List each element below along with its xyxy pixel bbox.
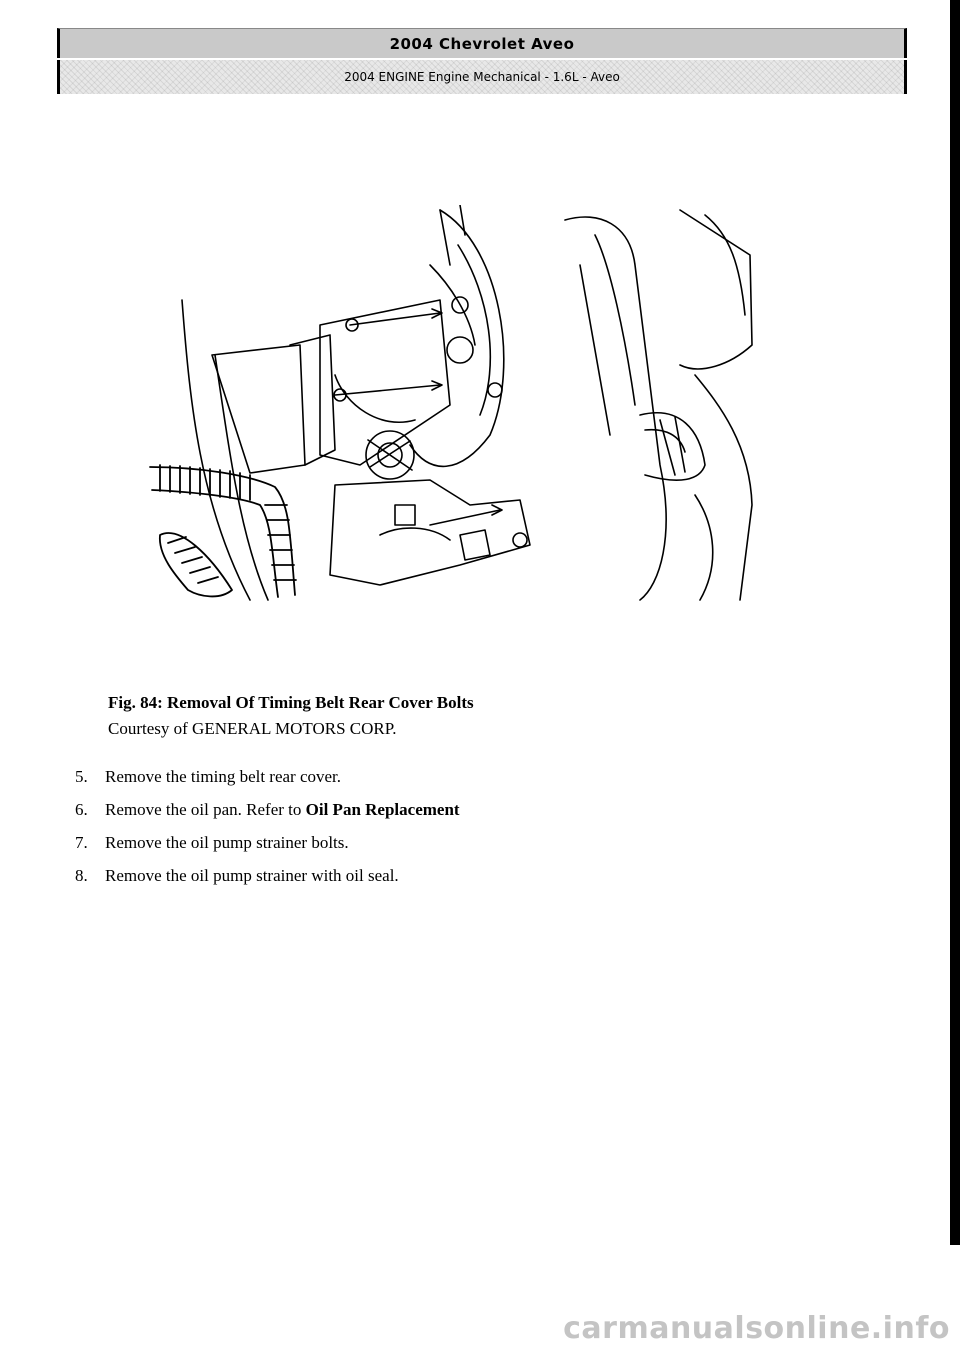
- step-item: [75, 859, 460, 892]
- step-number: 7.: [75, 833, 88, 852]
- step-item: [75, 826, 460, 859]
- step-item: [75, 760, 460, 793]
- step-text: Remove the timing belt rear cover.: [105, 767, 342, 786]
- procedure-steps: [75, 760, 460, 892]
- figure-caption-title: Fig. 84: Removal Of Timing Belt Rear Cover Bolts: [108, 693, 474, 712]
- step-number: 8.: [75, 866, 88, 885]
- page-edge-rule: [950, 0, 960, 1245]
- step-text: Remove the oil pump strainer with oil seal.: [105, 866, 399, 885]
- step-number: 6.: [75, 800, 88, 819]
- figure-caption: [108, 690, 474, 742]
- page-header: [57, 28, 907, 98]
- step-text: Remove the oil pump strainer bolts.: [105, 833, 349, 852]
- document-title: 2004 Chevrolet Aveo: [57, 28, 907, 58]
- oil-pan-replacement-link[interactable]: Oil Pan Replacement: [305, 800, 460, 819]
- site-watermark: carmanualsonline.info: [563, 1311, 950, 1346]
- figure-caption-credit: Courtesy of GENERAL MOTORS CORP.: [108, 719, 397, 738]
- step-item: [75, 793, 460, 826]
- engine-illustration: [140, 205, 755, 605]
- step-number: 5.: [75, 767, 88, 786]
- document-subtitle: 2004 ENGINE Engine Mechanical - 1.6L - Aveo: [57, 60, 907, 94]
- step-text: Remove the oil pan. Refer to: [105, 800, 306, 819]
